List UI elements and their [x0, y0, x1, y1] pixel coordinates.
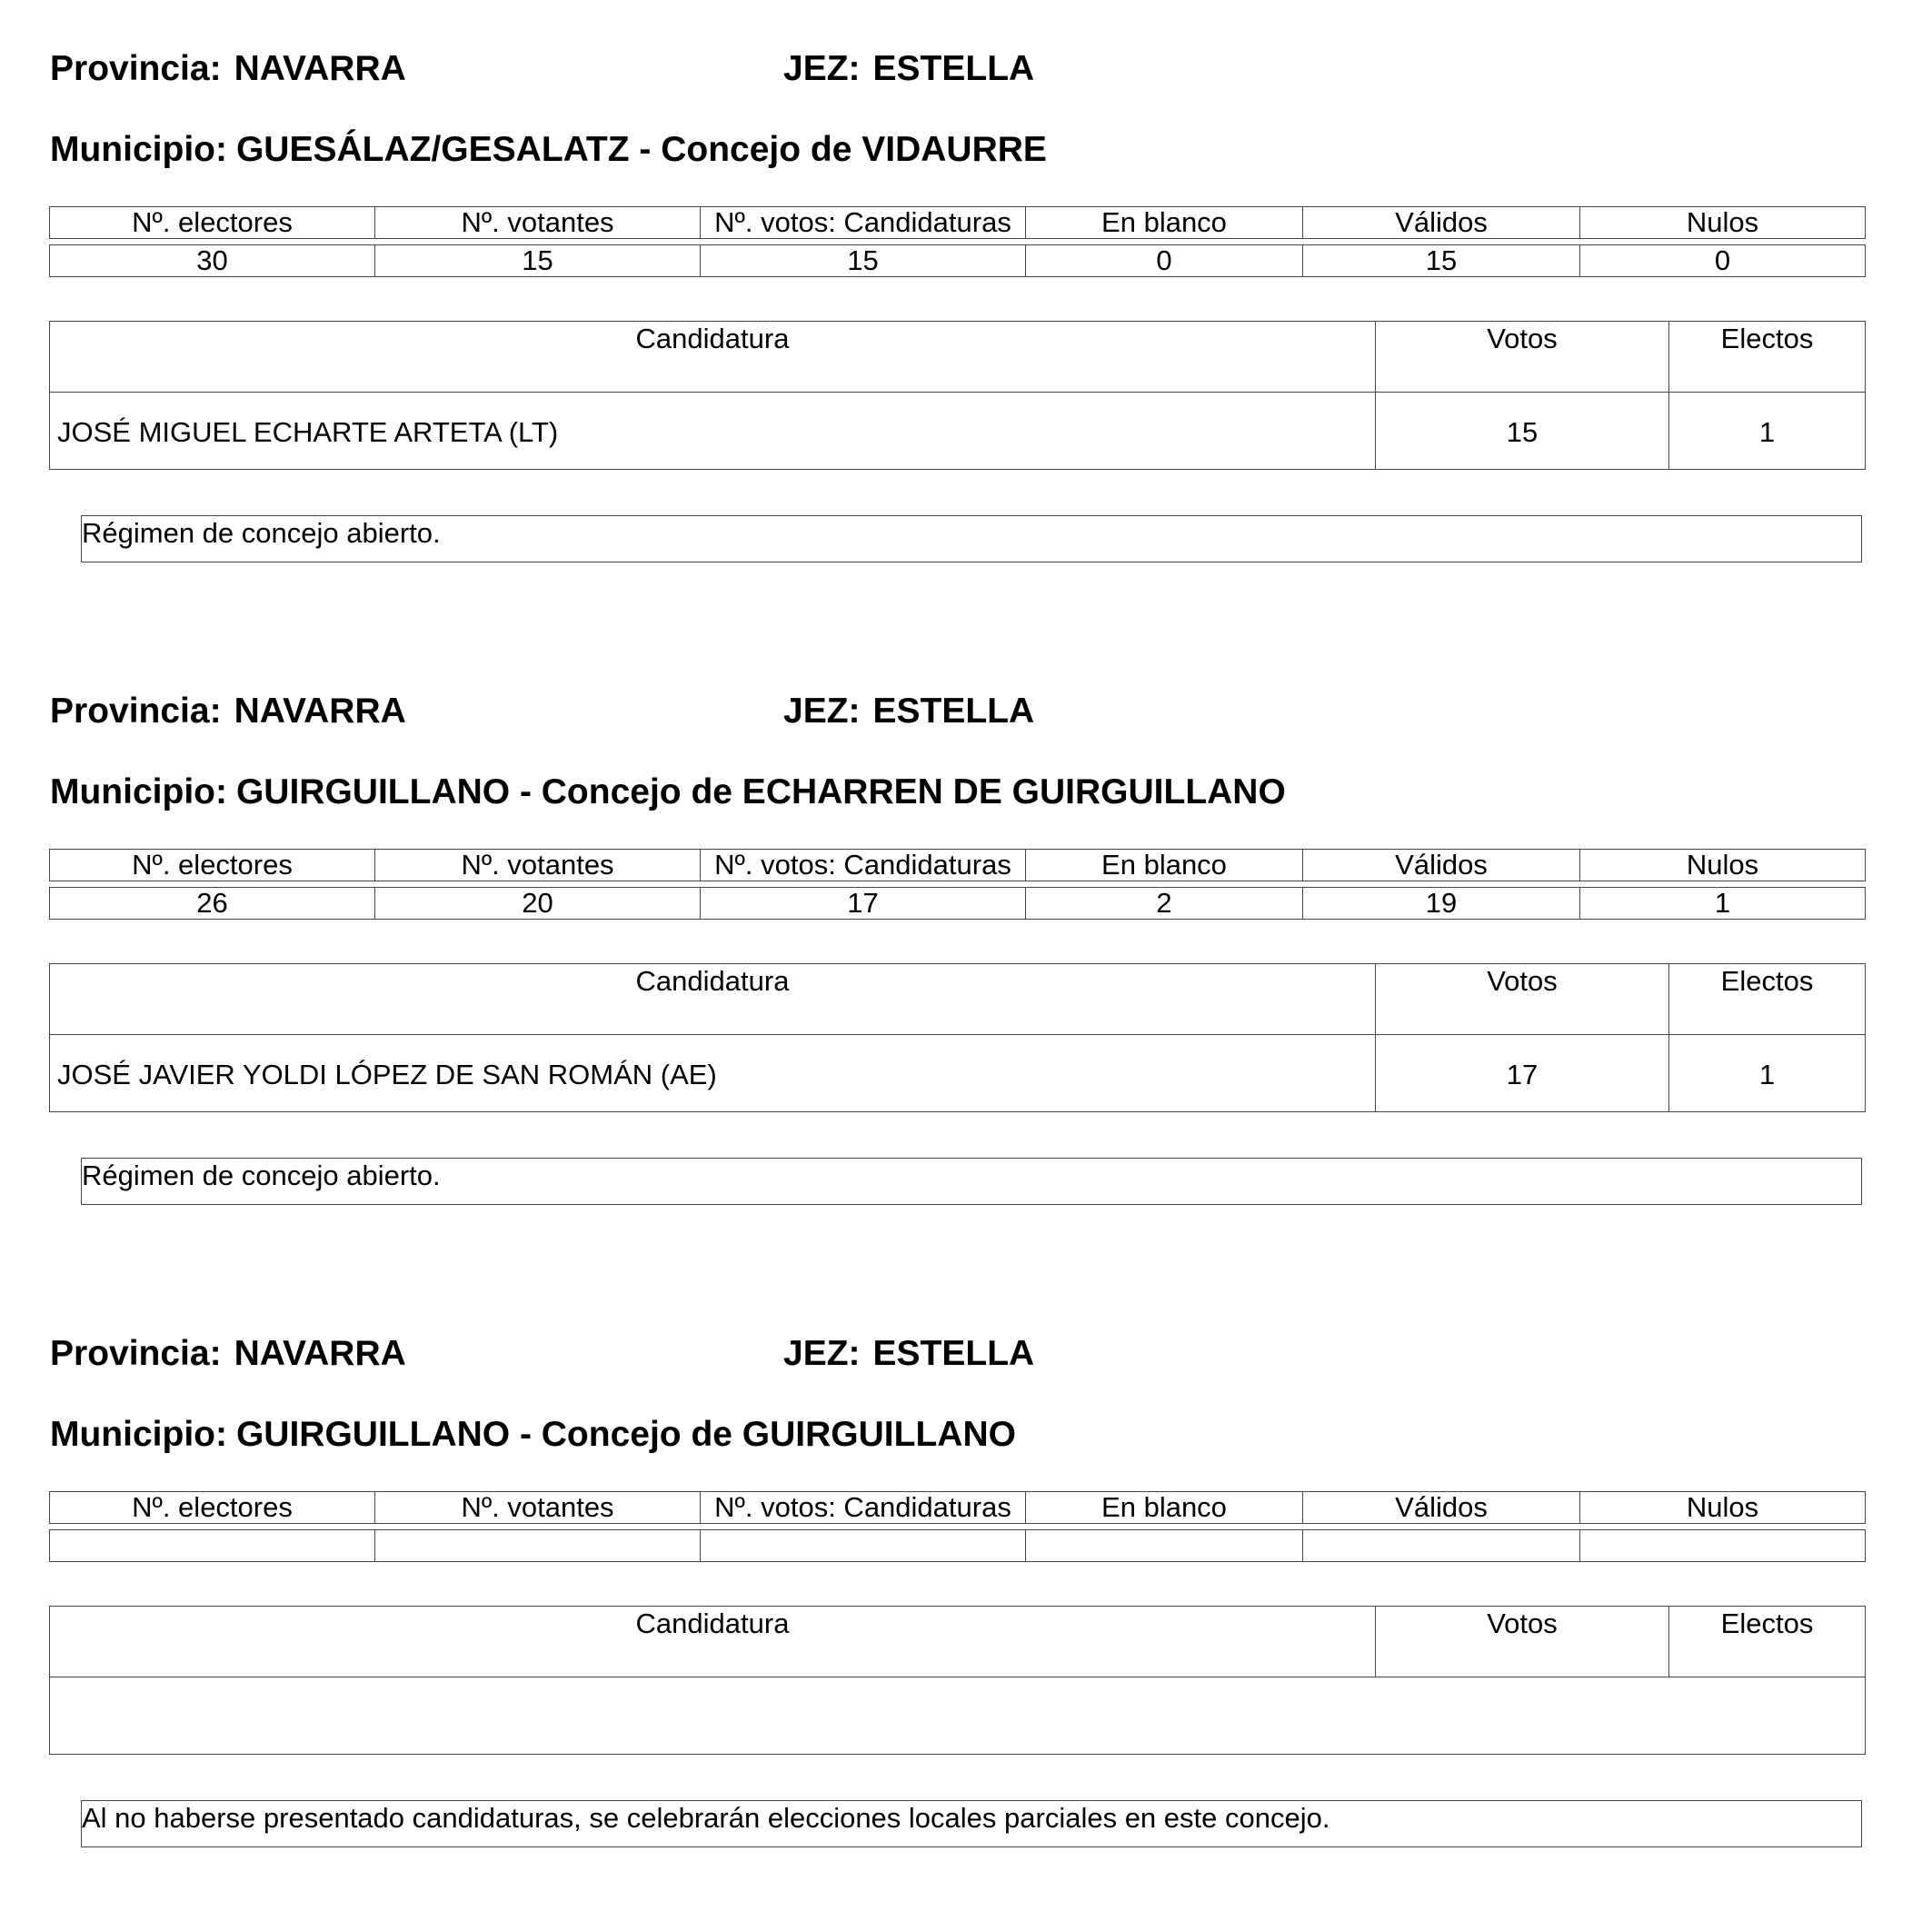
concejo-note: Régimen de concejo abierto.	[81, 515, 1862, 562]
col-electos: Electos	[1669, 322, 1866, 393]
col-electores: Nº. electores	[50, 850, 375, 881]
col-votos: Votos	[1376, 322, 1669, 393]
jez-header	[783, 49, 1034, 89]
value-votos-candidaturas: 15	[701, 245, 1026, 277]
provincia-value: NAVARRA	[234, 692, 406, 731]
col-nulos: Nulos	[1580, 1492, 1866, 1524]
stats-header-table	[49, 849, 1866, 881]
table-row	[50, 393, 1866, 470]
municipio-header	[50, 772, 1286, 812]
municipio-label: Municipio:	[50, 130, 227, 169]
provincia-label: Provincia:	[50, 49, 222, 88]
col-votos-candidaturas: Nº. votos: Candidaturas	[701, 207, 1026, 239]
candidatura-name	[50, 1677, 1866, 1755]
candidatura-electos: 1	[1669, 1035, 1866, 1112]
concejo-block	[0, 642, 1932, 1279]
candidatura-table	[49, 963, 1866, 1112]
stats-values-table	[49, 1529, 1866, 1562]
provincia-label: Provincia:	[50, 1334, 222, 1373]
table-row	[50, 1035, 1866, 1112]
concejo-note: Al no haberse presentado candidaturas, se celebrarán elecciones locales parciales en este concejo.	[81, 1800, 1862, 1847]
col-candidatura: Candidatura	[50, 322, 1376, 393]
concejo-block	[0, 1285, 1932, 1921]
col-votantes: Nº. votantes	[375, 1492, 701, 1524]
municipio-value: GUIRGUILLANO - Concejo de ECHARREN DE GUIRGUILLANO	[235, 772, 1286, 811]
provincia-header	[50, 49, 406, 89]
stats-values-table	[49, 244, 1866, 277]
concejo-block	[0, 0, 1932, 636]
col-votos: Votos	[1376, 964, 1669, 1035]
provincia-label: Provincia:	[50, 692, 222, 731]
col-votantes: Nº. votantes	[375, 850, 701, 881]
jez-header	[783, 692, 1034, 732]
col-nulos: Nulos	[1580, 207, 1866, 239]
col-electos: Electos	[1669, 1607, 1866, 1677]
jez-value: ESTELLA	[872, 1334, 1035, 1373]
stats-values-table	[49, 887, 1866, 920]
concejo-note: Régimen de concejo abierto.	[81, 1158, 1862, 1205]
provincia-header	[50, 692, 406, 732]
value-votantes: 20	[375, 888, 701, 920]
value-electores: 26	[50, 888, 375, 920]
col-nulos: Nulos	[1580, 850, 1866, 881]
value-en-blanco: 2	[1026, 888, 1303, 920]
value-nulos: 0	[1580, 245, 1866, 277]
municipio-header	[50, 1415, 1016, 1455]
value-validos: 19	[1303, 888, 1580, 920]
municipio-value: GUESÁLAZ/GESALATZ - Concejo de VIDAURRE	[235, 130, 1047, 169]
jez-label: JEZ:	[783, 1334, 861, 1373]
col-electores: Nº. electores	[50, 207, 375, 239]
candidatura-name: JOSÉ MIGUEL ECHARTE ARTETA (LT)	[50, 393, 1376, 470]
value-votos-candidaturas	[701, 1530, 1026, 1562]
stats-header-table	[49, 206, 1866, 239]
col-validos: Válidos	[1303, 1492, 1580, 1524]
col-electos: Electos	[1669, 964, 1866, 1035]
value-en-blanco: 0	[1026, 245, 1303, 277]
municipio-value: GUIRGUILLANO - Concejo de GUIRGUILLANO	[235, 1415, 1016, 1454]
value-en-blanco	[1026, 1530, 1303, 1562]
value-validos	[1303, 1530, 1580, 1562]
candidatura-votos: 15	[1376, 393, 1669, 470]
value-electores: 30	[50, 245, 375, 277]
table-row	[50, 1677, 1866, 1755]
provincia-value: NAVARRA	[234, 49, 406, 88]
col-candidatura: Candidatura	[50, 964, 1376, 1035]
value-validos: 15	[1303, 245, 1580, 277]
col-validos: Válidos	[1303, 207, 1580, 239]
provincia-header	[50, 1334, 406, 1374]
value-nulos	[1580, 1530, 1866, 1562]
col-votos: Votos	[1376, 1607, 1669, 1677]
candidatura-table	[49, 321, 1866, 470]
value-votantes	[375, 1530, 701, 1562]
jez-value: ESTELLA	[872, 692, 1035, 731]
value-votos-candidaturas: 17	[701, 888, 1026, 920]
provincia-value: NAVARRA	[234, 1334, 406, 1373]
jez-value: ESTELLA	[872, 49, 1035, 88]
jez-label: JEZ:	[783, 49, 861, 88]
municipio-label: Municipio:	[50, 772, 227, 811]
jez-label: JEZ:	[783, 692, 861, 731]
col-electores: Nº. electores	[50, 1492, 375, 1524]
col-en-blanco: En blanco	[1026, 1492, 1303, 1524]
col-votos-candidaturas: Nº. votos: Candidaturas	[701, 850, 1026, 881]
municipio-label: Municipio:	[50, 1415, 227, 1454]
jez-header	[783, 1334, 1034, 1374]
col-en-blanco: En blanco	[1026, 207, 1303, 239]
col-votos-candidaturas: Nº. votos: Candidaturas	[701, 1492, 1026, 1524]
value-nulos: 1	[1580, 888, 1866, 920]
col-en-blanco: En blanco	[1026, 850, 1303, 881]
candidatura-electos: 1	[1669, 393, 1866, 470]
col-validos: Válidos	[1303, 850, 1580, 881]
candidatura-name: JOSÉ JAVIER YOLDI LÓPEZ DE SAN ROMÁN (AE)	[50, 1035, 1376, 1112]
value-votantes: 15	[375, 245, 701, 277]
col-candidatura: Candidatura	[50, 1607, 1376, 1677]
stats-header-table	[49, 1491, 1866, 1524]
municipio-header	[50, 130, 1047, 170]
candidatura-votos: 17	[1376, 1035, 1669, 1112]
value-electores	[50, 1530, 375, 1562]
col-votantes: Nº. votantes	[375, 207, 701, 239]
candidatura-table	[49, 1606, 1866, 1755]
